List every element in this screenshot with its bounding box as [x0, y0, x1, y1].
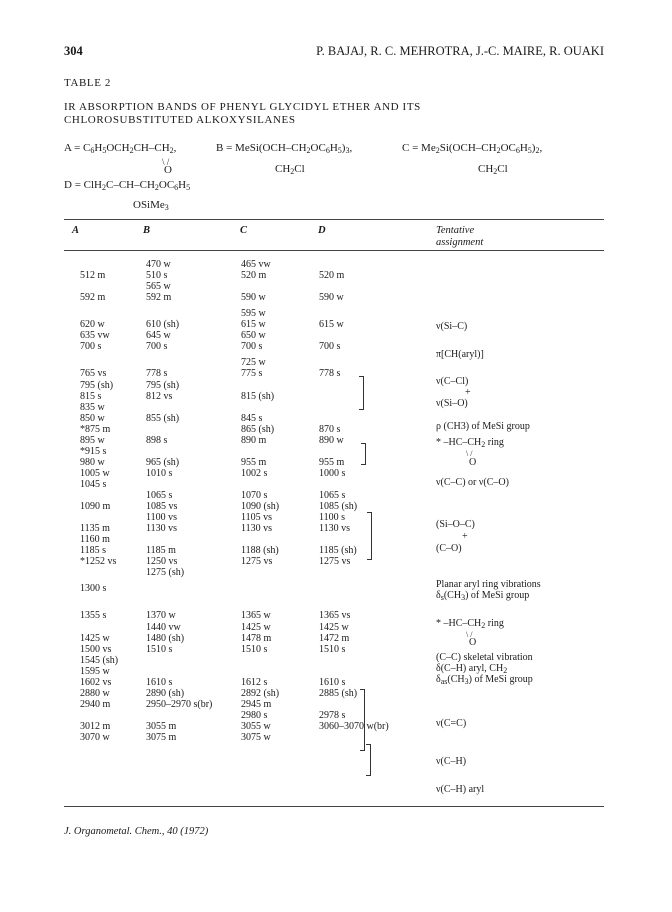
cell-D: 590 w: [319, 292, 344, 303]
cell-D: 1365 vs: [319, 610, 351, 621]
cell-B: 700 s: [146, 341, 168, 352]
assign-rho-ch3: ρ (CH3) of MeSi group: [436, 421, 530, 432]
cell-B: 1250 vs: [146, 556, 178, 567]
cell-C: 2945 m: [241, 699, 272, 710]
epoxide-oxygen-1: O: [469, 457, 477, 468]
cell-C: 3075 w: [241, 732, 271, 743]
cell-D: 1000 s: [319, 468, 346, 479]
cell-B: 565 w: [146, 281, 171, 292]
cell-B: 1510 s: [146, 644, 173, 655]
cell-B: 778 s: [146, 368, 168, 379]
formula-D-substituent: OSiMe$_3$: [133, 199, 169, 212]
cell-A: 700 s: [80, 341, 102, 352]
epoxide-fragment: * –HC–CH: [436, 618, 482, 629]
cell-A: *915 s: [80, 446, 107, 457]
formula-A: $A = C_6H_5OCH_2CH-CH_2$,: [64, 142, 177, 155]
cell-B: 898 s: [146, 435, 168, 446]
table-title-line2: CHLOROSUBSTITUTED ALKOXYSILANES: [64, 114, 296, 126]
cell-A: 1045 s: [80, 479, 107, 490]
cell-C: 615 w: [241, 319, 266, 330]
cell-D: 1610 s: [319, 677, 346, 688]
cell-D: 1065 s: [319, 490, 346, 501]
assign-si-o: ν(Si–O): [436, 398, 468, 409]
assign-epoxide-ring-1: * $-HC-CH_2$ ring: [436, 437, 504, 449]
column-header-assignment-2: assignment: [436, 237, 484, 248]
cell-C: 595 w: [241, 308, 266, 319]
epoxide-bond-lines-2: \ /: [466, 630, 473, 639]
cell-B: 2890 (sh): [146, 688, 185, 699]
cell-D: 1510 s: [319, 644, 346, 655]
cell-A: 895 w: [80, 435, 105, 446]
cell-B: 1085 vs: [146, 501, 178, 512]
cell-B: 1610 s: [146, 677, 173, 688]
table-title-line1: IR ABSORPTION BANDS OF PHENYL GLYCIDYL ETHER AND ITS: [64, 101, 421, 113]
assign-epoxide-ring-2: * $-HC-CH_2$ ring: [436, 618, 504, 630]
cell-C: 845 s: [241, 413, 263, 424]
assign-cc-skeletal: (C–C) skeletal vibration: [436, 652, 533, 663]
cell-A: 1500 vs: [80, 644, 112, 655]
cell-B: 470 w: [146, 259, 171, 270]
table-header-rule: [64, 250, 604, 251]
cell-A: *1252 vs: [80, 556, 117, 567]
cell-C: 520 m: [241, 270, 267, 281]
cell-A: 835 w: [80, 402, 105, 413]
cell-A: 592 m: [80, 292, 106, 303]
cell-B: 1100 vs: [146, 512, 178, 523]
cell-C: 865 (sh): [241, 424, 275, 435]
cell-B: 1275 (sh): [146, 567, 185, 578]
cell-C: 1105 vs: [241, 512, 273, 523]
brace-1510: [360, 689, 365, 751]
cell-B: 3055 m: [146, 721, 177, 732]
formula-A-ring-O: O: [164, 164, 172, 176]
formula-D: $D = ClH_2C-CH-CH_2OC_6H_5$: [64, 179, 191, 192]
cell-A: 3070 w: [80, 732, 110, 743]
cell-A: 1185 s: [80, 545, 107, 556]
cell-D: 1100 s: [319, 512, 346, 523]
epoxide-bond-lines-1: \ /: [466, 449, 473, 458]
table-top-rule: [64, 219, 604, 220]
assign-delta-as: $\delta_{as}(CH_3)$ of MeSi group: [436, 674, 533, 686]
column-header-A: A: [72, 225, 80, 236]
assign-delta-s: $\delta_s(CH_3)$ of MeSi group: [436, 590, 530, 602]
cell-A: *875 m: [80, 424, 111, 435]
cell-C: 1365 w: [241, 610, 271, 621]
cell-A: 512 m: [80, 270, 106, 281]
cell-C: 2980 s: [241, 710, 268, 721]
cell-D: 870 s: [319, 424, 341, 435]
assign-c-h-aryl: ν(C–H) aryl: [436, 784, 485, 795]
cell-C: 3055 w: [241, 721, 271, 732]
epoxide-oxygen-2: O: [469, 637, 477, 648]
cell-A: 1005 w: [80, 468, 110, 479]
cell-D: 1275 vs: [319, 556, 351, 567]
cell-B: 812 vs: [146, 391, 173, 402]
cell-A: 1135 m: [80, 523, 110, 534]
table-label: TABLE 2: [64, 77, 112, 89]
cell-C: 1612 s: [241, 677, 268, 688]
cell-A: 850 w: [80, 413, 105, 424]
cell-A: 2880 w: [80, 688, 110, 699]
cell-B: 592 m: [146, 292, 172, 303]
cell-C: 1425 w: [241, 622, 271, 633]
formula-C-substituent: $CH_2Cl$: [478, 163, 508, 176]
cell-A: 3012 m: [80, 721, 111, 732]
cell-B: 1130 vs: [146, 523, 178, 534]
cell-A: 635 vw: [80, 330, 110, 341]
cell-C: 1275 vs: [241, 556, 273, 567]
page-number: 304: [64, 44, 83, 58]
cell-A: 1425 w: [80, 633, 110, 644]
brace-1065: [367, 512, 372, 560]
cell-B: 855 (sh): [146, 413, 180, 424]
cell-B: 1010 s: [146, 468, 173, 479]
cell-B: 1185 m: [146, 545, 176, 556]
brace-2885: [366, 744, 371, 776]
column-header-C: C: [240, 225, 248, 236]
brace-778: [359, 376, 364, 410]
epoxide-fragment: * –HC–CH: [436, 437, 482, 448]
cell-B: 510 s: [146, 270, 168, 281]
column-header-B: B: [143, 225, 151, 236]
assign-planar-aryl: Planar aryl ring vibrations: [436, 579, 541, 590]
cell-B: 1440 vw: [146, 622, 181, 633]
cell-B: 3075 m: [146, 732, 177, 743]
cell-D: 2885 (sh): [319, 688, 358, 699]
cell-A: 2940 m: [80, 699, 111, 710]
assign-c-eq-c: ν(C=C): [436, 718, 467, 729]
cell-C: 890 m: [241, 435, 267, 446]
cell-A: 795 (sh): [80, 380, 114, 391]
cell-C: 1070 s: [241, 490, 268, 501]
cell-C: 775 s: [241, 368, 263, 379]
cell-B: 1065 s: [146, 490, 173, 501]
assign-c-cl: ν(C–Cl): [436, 376, 469, 387]
cell-D: 2978 s: [319, 710, 346, 721]
assign-c-o: (C–O): [436, 543, 462, 554]
formula-C: $C = Me_2Si(OCH-CH_2OC_6H_5)_2$,: [402, 142, 543, 155]
cell-C: 815 (sh): [241, 391, 275, 402]
assign-si-c: ν(Si–C): [436, 321, 468, 332]
assign-c-h: ν(C–H): [436, 756, 467, 767]
cell-D: 1185 (sh): [319, 545, 357, 556]
cell-D: 1085 (sh): [319, 501, 358, 512]
cell-C: 725 w: [241, 357, 266, 368]
brace-870: [361, 443, 366, 465]
cell-A: 620 w: [80, 319, 105, 330]
formula-B: $B = MeSi(OCH-CH_2OC_6H_5)_3$,: [216, 142, 353, 155]
cell-C: 955 m: [241, 457, 267, 468]
cell-B: 610 (sh): [146, 319, 180, 330]
cell-D: 1472 m: [319, 633, 350, 644]
assign-plus-2: +: [462, 531, 468, 542]
cell-C: 1130 vs: [241, 523, 273, 534]
cell-D: 778 s: [319, 368, 341, 379]
cell-B: 1480 (sh): [146, 633, 185, 644]
epoxide-ring-word: ring: [487, 618, 504, 629]
cell-D: 3060–3070 w(br): [319, 721, 389, 732]
cell-B: 1370 w: [146, 610, 176, 621]
cell-D: 1130 vs: [319, 523, 351, 534]
cell-C: 2892 (sh): [241, 688, 280, 699]
cell-D: 615 w: [319, 319, 344, 330]
cell-B: 2950–2970 s(br): [146, 699, 213, 710]
formula-B-substituent: $CH_2Cl$: [275, 163, 305, 176]
cell-D: 890 w: [319, 435, 344, 446]
cell-B: 965 (sh): [146, 457, 180, 468]
cell-A: 1602 vs: [80, 677, 112, 688]
cell-C: 590 w: [241, 292, 266, 303]
cell-A: 1545 (sh): [80, 655, 119, 666]
cell-A: 1595 w: [80, 666, 110, 677]
cell-C: 1510 s: [241, 644, 268, 655]
cell-D: 1425 w: [319, 622, 349, 633]
cell-A: 1355 s: [80, 610, 107, 621]
assign-delta-ch: δ(C–H) aryl, $CH_2$: [436, 663, 508, 675]
assign-cc-co: ν(C–C) or ν(C–O): [436, 477, 509, 488]
column-header-D: D: [318, 225, 326, 236]
cell-D: 955 m: [319, 457, 345, 468]
cell-A: 815 s: [80, 391, 102, 402]
cell-A: 1090 m: [80, 501, 111, 512]
cell-A: 1160 m: [80, 534, 110, 545]
cell-C: 700 s: [241, 341, 263, 352]
cell-A: 980 w: [80, 457, 105, 468]
cell-C: 650 w: [241, 330, 266, 341]
cell-A: 1300 s: [80, 583, 107, 594]
cell-C: 1188 (sh): [241, 545, 279, 556]
journal-footer: J. Organometal. Chem., 40 (1972): [64, 826, 209, 837]
cell-B: 795 (sh): [146, 380, 180, 391]
assign-si-o-c: (Si–O–C): [436, 519, 475, 530]
cell-A: 765 vs: [80, 368, 107, 379]
cell-C: 1002 s: [241, 468, 268, 479]
column-header-assignment: Tentative: [436, 225, 475, 236]
assign-plus-1: +: [465, 387, 471, 398]
cell-C: 1090 (sh): [241, 501, 280, 512]
assign-pi-ch-aryl: π[CH(aryl)]: [436, 349, 484, 360]
cell-C: 1478 m: [241, 633, 272, 644]
cell-C: 465 vw: [241, 259, 271, 270]
cell-D: 700 s: [319, 341, 341, 352]
table-bottom-rule: [64, 806, 604, 807]
cell-D: 520 m: [319, 270, 345, 281]
cell-B: 645 w: [146, 330, 171, 341]
formula-A-ring-oxygen: \ /: [162, 157, 170, 167]
running-head-authors: P. BAJAJ, R. C. MEHROTRA, J.-C. MAIRE, R. OUAKI: [316, 44, 604, 58]
epoxide-ring-word: ring: [487, 437, 504, 448]
